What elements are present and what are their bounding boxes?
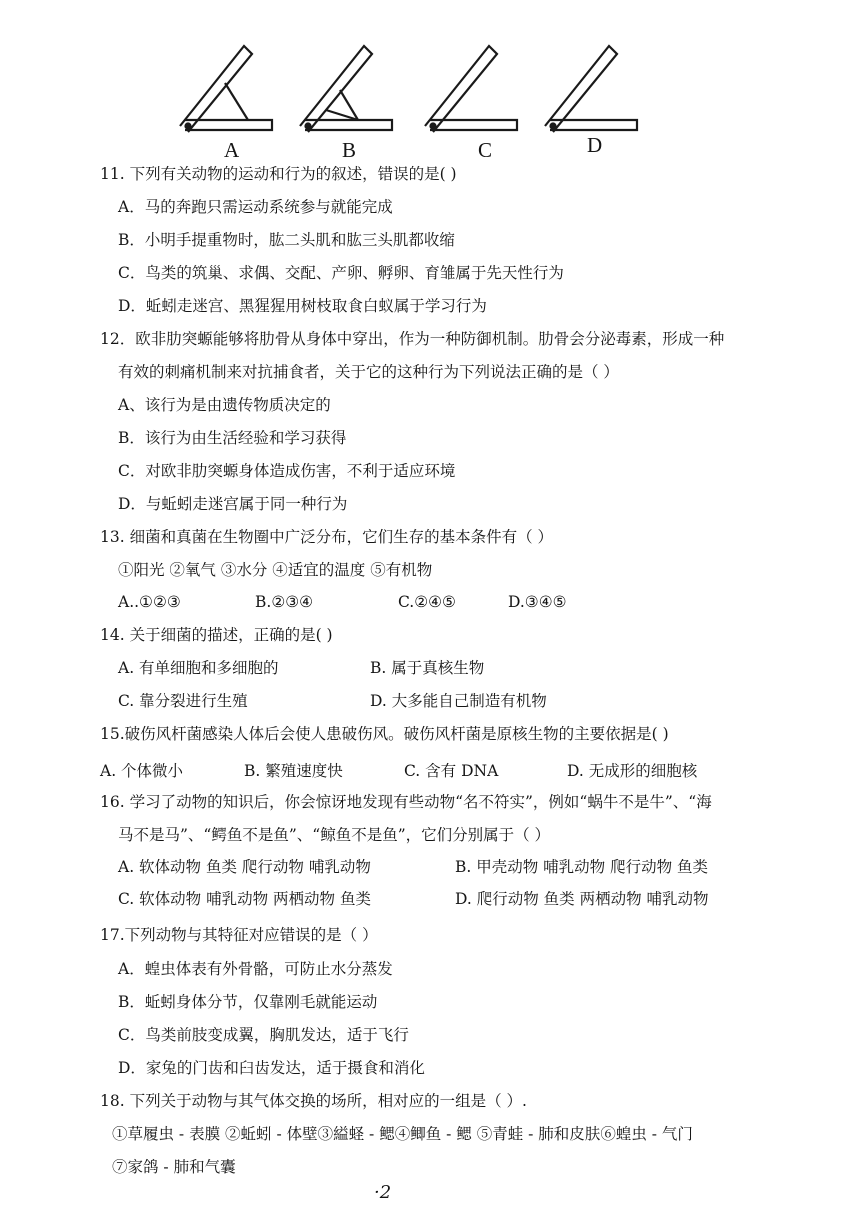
question-13-option-c: C.②④⑤ [398,593,456,611]
question-13-option-d: D.③④⑤ [508,593,567,611]
question-16-stem: 16. 学习了动物的知识后，你会惊讶地发现有些动物“名不符实”，例如“蜗牛不是牛”、“海 [100,793,712,811]
question-15-option-a: A. 个体微小 [100,762,184,780]
page-number: ·2 [374,1182,392,1203]
question-14-option-b: B. 属于真核生物 [370,659,485,677]
question-13-option-b: B.②③④ [255,593,314,611]
question-13-conditions: ①阳光 ②氧气 ③水分 ④适宜的温度 ⑤有机物 [118,561,433,579]
lever-figure [170,38,650,163]
diagram-b [300,46,392,132]
question-17-option-b: B．蚯蚓身体分节，仅靠刚毛就能运动 [118,993,378,1011]
figure-label-c: C [478,138,493,162]
question-16-option-d: D. 爬行动物 鱼类 两栖动物 哺乳动物 [455,890,709,908]
question-12-option-d: D．与蚯蚓走迷宫属于同一种行为 [118,495,348,513]
question-16-stem-continued: 马不是马”、“鳄鱼不是鱼”、“鲸鱼不是鱼”，它们分别属于（ ） [118,826,551,844]
question-11-stem: 11. 下列有关动物的运动和行为的叙述，错误的是( ) [100,165,457,183]
question-12-option-a: A、该行为是由遗传物质决定的 [118,396,331,414]
question-14-option-d: D. 大多能自己制造有机物 [370,692,547,710]
question-17-option-c: C．鸟类前肢变成翼，胸肌发达，适于飞行 [118,1026,409,1044]
question-12-option-c: C．对欧非肋突螈身体造成伤害，不利于适应环境 [118,462,456,480]
question-16-option-a: A. 软体动物 鱼类 爬行动物 哺乳动物 [118,858,371,876]
question-17-option-d: D．家兔的门齿和臼齿发达，适于摄食和消化 [118,1059,425,1077]
question-16-option-b: B. 甲壳动物 哺乳动物 爬行动物 鱼类 [455,858,709,876]
question-17-option-a: A．蝗虫体表有外骨骼，可防止水分蒸发 [118,960,393,978]
lever-diagrams [170,38,650,143]
question-18-pairs-line-2: ⑦家鸽 - 肺和气囊 [112,1158,236,1176]
diagram-c [425,46,517,132]
diagram-a [180,46,272,132]
question-14-option-c: C. 靠分裂进行生殖 [118,692,248,710]
question-12-stem-continued: 有效的刺痛机制来对抗捕食者，关于它的这种行为下列说法正确的是（ ） [118,363,619,381]
question-13-option-a: A..①②③ [118,593,181,611]
question-12-option-b: B．该行为由生活经验和学习获得 [118,429,347,447]
question-15-option-d: D. 无成形的细胞核 [567,762,698,780]
figure-label-a: A [224,138,240,162]
figure-label-d: D [587,133,603,157]
question-13-stem: 13. 细菌和真菌在生物圈中广泛分布，它们生存的基本条件有（ ） [100,528,554,546]
question-15-option-c: C. 含有 DNA [404,762,499,780]
question-11-option-c: C．鸟类的筑巢、求偶、交配、产卵、孵卵、育雏属于先天性行为 [118,264,564,282]
question-12-stem: 12．欧非肋突螈能够将肋骨从身体中穿出，作为一种防御机制。肋骨会分泌毒素，形成一种 [100,330,725,348]
question-14-stem: 14. 关于细菌的描述，正确的是( ) [100,626,333,644]
question-11-option-a: A．马的奔跑只需运动系统参与就能完成 [118,198,393,216]
question-16-option-c: C. 软体动物 哺乳动物 两栖动物 鱼类 [118,890,371,908]
question-18-stem: 18. 下列关于动物与其气体交换的场所，相对应的一组是（ ）. [100,1092,527,1110]
question-14-option-a: A. 有单细胞和多细胞的 [118,659,279,677]
question-15-option-b: B. 繁殖速度快 [244,762,343,780]
question-18-pairs-line-1: ①草履虫 - 表膜 ②蚯蚓 - 体壁③縊蛏 - 鳃④鲫鱼 - 鳃 ⑤青蛙 - 肺和皮肤⑥蝗虫 - 气门 [112,1125,693,1143]
question-11-option-b: B．小明手提重物时，肱二头肌和肱三头肌都收缩 [118,231,455,249]
question-17-stem: 17.下列动物与其特征对应错误的是（ ） [100,926,378,944]
question-15-stem: 15.破伤风杆菌感染人体后会使人患破伤风。破伤风杆菌是原核生物的主要依据是( ) [100,725,669,743]
diagram-d [545,46,637,132]
figure-label-b: B [342,138,357,162]
question-11-option-d: D．蚯蚓走迷宫、黑猩猩用树枝取食白蚁属于学习行为 [118,297,487,315]
